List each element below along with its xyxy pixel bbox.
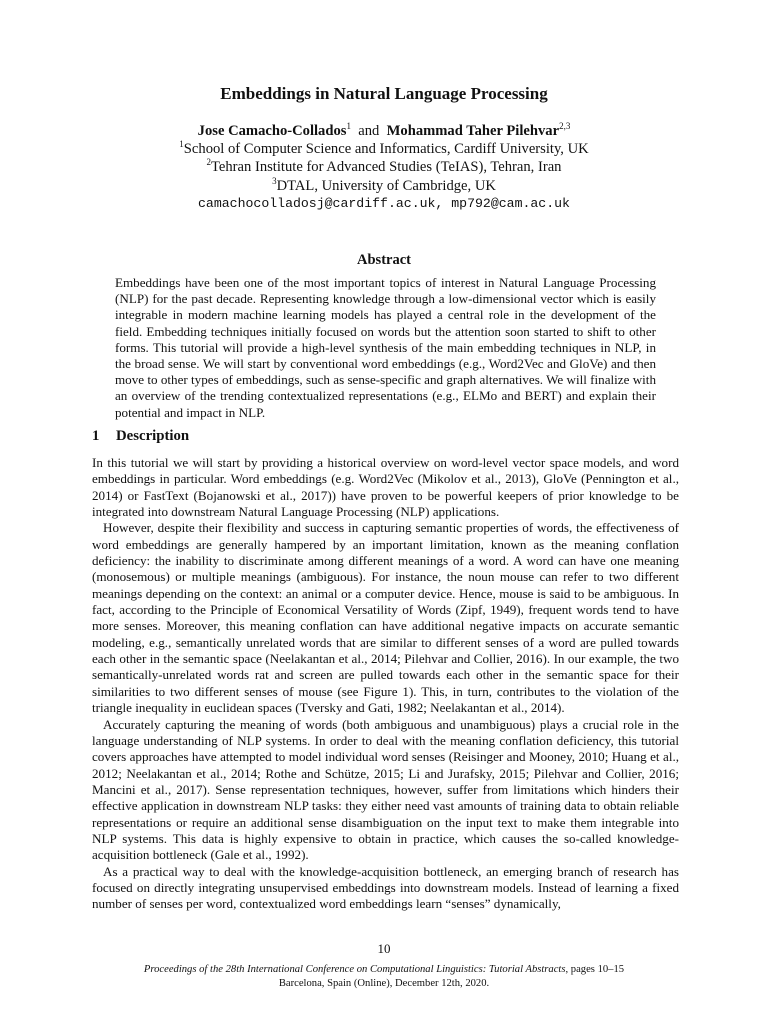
affiliation-2-sup: 2 bbox=[206, 157, 212, 168]
affiliation-1 bbox=[0, 140, 768, 158]
body-paragraph: As a practical way to deal with the knowledge-acquisition bottleneck, an emerging branch of research has focused on directly integrating unsupervised embeddings into downstream models. Instead of learning a fixed number of senses per word, contextualized word embeddings learn “senses” dynamically, bbox=[92, 863, 679, 912]
section-title: Description bbox=[116, 428, 190, 444]
affiliation-2 bbox=[0, 158, 768, 176]
author-2-sup: 2,3 bbox=[559, 121, 571, 131]
section-number: 1 bbox=[92, 428, 100, 444]
author-line bbox=[0, 122, 768, 140]
footer-venue: Proceedings of the 28th International Conference on Computational Linguistics: Tutorial Abstracts bbox=[143, 964, 566, 975]
affiliation-3-text: DTAL, University of Cambridge, UK bbox=[276, 177, 496, 194]
author-emails: camachocolladosj@cardiff.ac.uk, mp792@cam.ac.uk bbox=[198, 195, 570, 211]
abstract-heading: Abstract bbox=[357, 252, 411, 268]
body-paragraph: Accurately capturing the meaning of words (both ambiguous and unambiguous) plays a crucial role in the language understanding of NLP systems. In order to deal with the meaning conflation deficiency, this tutorial covers approaches have attempted to model individual word senses (Reisinger and Mooney, 2010; Huang et al., 2012; Neelakantan et al., 2014; Rothe and Schütze, 2015; Li and Jurafsky, 2015; Pilehvar and Collier, 2016; Mancini et al., 2017). Sense representation techniques, however, suffer from limitations which hinders their effective application in downstream NLP tasks: they either need vast amounts of training data to obtain reliable representations or require an additional sense disambiguation on the input text to make them integrable into NLP systems. This data is highly expensive to obtain in practice, which causes the so-called knowledge-acquisition bottleneck (Gale et al., 1992). bbox=[92, 716, 679, 863]
section-heading bbox=[92, 427, 189, 445]
affiliation-2-text: Tehran Institute for Advanced Studies (TeIAS), Tehran, Iran bbox=[211, 159, 562, 176]
affiliation-1-sup: 1 bbox=[179, 139, 184, 150]
author-block bbox=[0, 122, 768, 213]
abstract-text: Embeddings have been one of the most important topics of interest in Natural Language Processing (NLP) for the past decade. Representing knowledge through a low-dimensional vector which is easily integrable in modern machine learning models has played a central role in the development of the field. Embedding techniques initially focused on words but the attention soon started to shift to other forms. This tutorial will provide a high-level synthesis of the main embedding techniques in NLP, in the broad sense. We will start by conventional word embeddings (e.g., Word2Vec and GloVe) and then move to other types of embeddings, such as sense-specific and graph alternatives. We will finalize with an overview of the trending contextualized representations (e.g., ELMo and BERT) and explain their potential and impact in NLP. bbox=[115, 275, 656, 420]
affiliation-3-sup: 3 bbox=[272, 175, 277, 186]
page-number: 10 bbox=[377, 941, 391, 956]
author-2-name: Mohammad Taher Pilehvar bbox=[386, 123, 560, 139]
footer-line-1 bbox=[0, 963, 768, 977]
paper-title: Embeddings in Natural Language Processing bbox=[220, 84, 548, 103]
body-paragraph: However, despite their flexibility and success in capturing semantic properties of words, the effectiveness of word embeddings are generally hampered by an important limitation, known as the meaning conflation deficiency: the inability to discriminate among different meanings of a word. A word can have one meaning (monosemous) or multiple meanings (ambiguous). For instance, the noun mouse can refer to two different meanings depending on the context: an animal or a computer device. Hence, mouse is said to be ambiguous. In fact, according to the Principle of Economical Versatility of Words (Zipf, 1949), frequent words tend to have more senses. Moreover, this meaning conflation can have additional negative impacts on accurate semantic modeling, e.g., semantically unrelated words that are similar to different senses of a word are pulled towards each other in the semantic space (Neelakantan et al., 2014; Pilehvar and Collier, 2016). In our example, the two semantically-unrelated words rat and screen are pulled towards each other in the semantic space for their similarities to two different senses of mouse (see Figure 1). This, in turn, contributes to the violation of the triangle inequality in euclidean spaces (Tversky and Gati, 1982; Neelakantan et al., 2014). bbox=[92, 520, 679, 716]
section-body bbox=[92, 455, 679, 913]
footer-line-2: Barcelona, Spain (Online), December 12th, 2020. bbox=[278, 978, 490, 989]
body-paragraph: In this tutorial we will start by providing a historical overview on word-level vector space models, and word embeddings in particular. Word embeddings (e.g. Word2Vec (Mikolov et al., 2013), GloVe (Pennington et al., 2014) or FastText (Bojanowski et al., 2017)) have proven to be powerful keepers of prior knowledge to be integrated into downstream Natural Language Processing (NLP) applications. bbox=[92, 455, 679, 520]
author-and: and bbox=[358, 123, 380, 139]
affiliation-3 bbox=[0, 177, 768, 195]
affiliation-1-text: School of Computer Science and Informatics, Cardiff University, UK bbox=[183, 141, 589, 158]
author-1-name: Jose Camacho-Collados bbox=[197, 123, 347, 139]
footer-pages: , pages 10–15 bbox=[565, 964, 625, 975]
author-1-sup: 1 bbox=[346, 121, 351, 131]
proceedings-footer bbox=[0, 963, 768, 991]
